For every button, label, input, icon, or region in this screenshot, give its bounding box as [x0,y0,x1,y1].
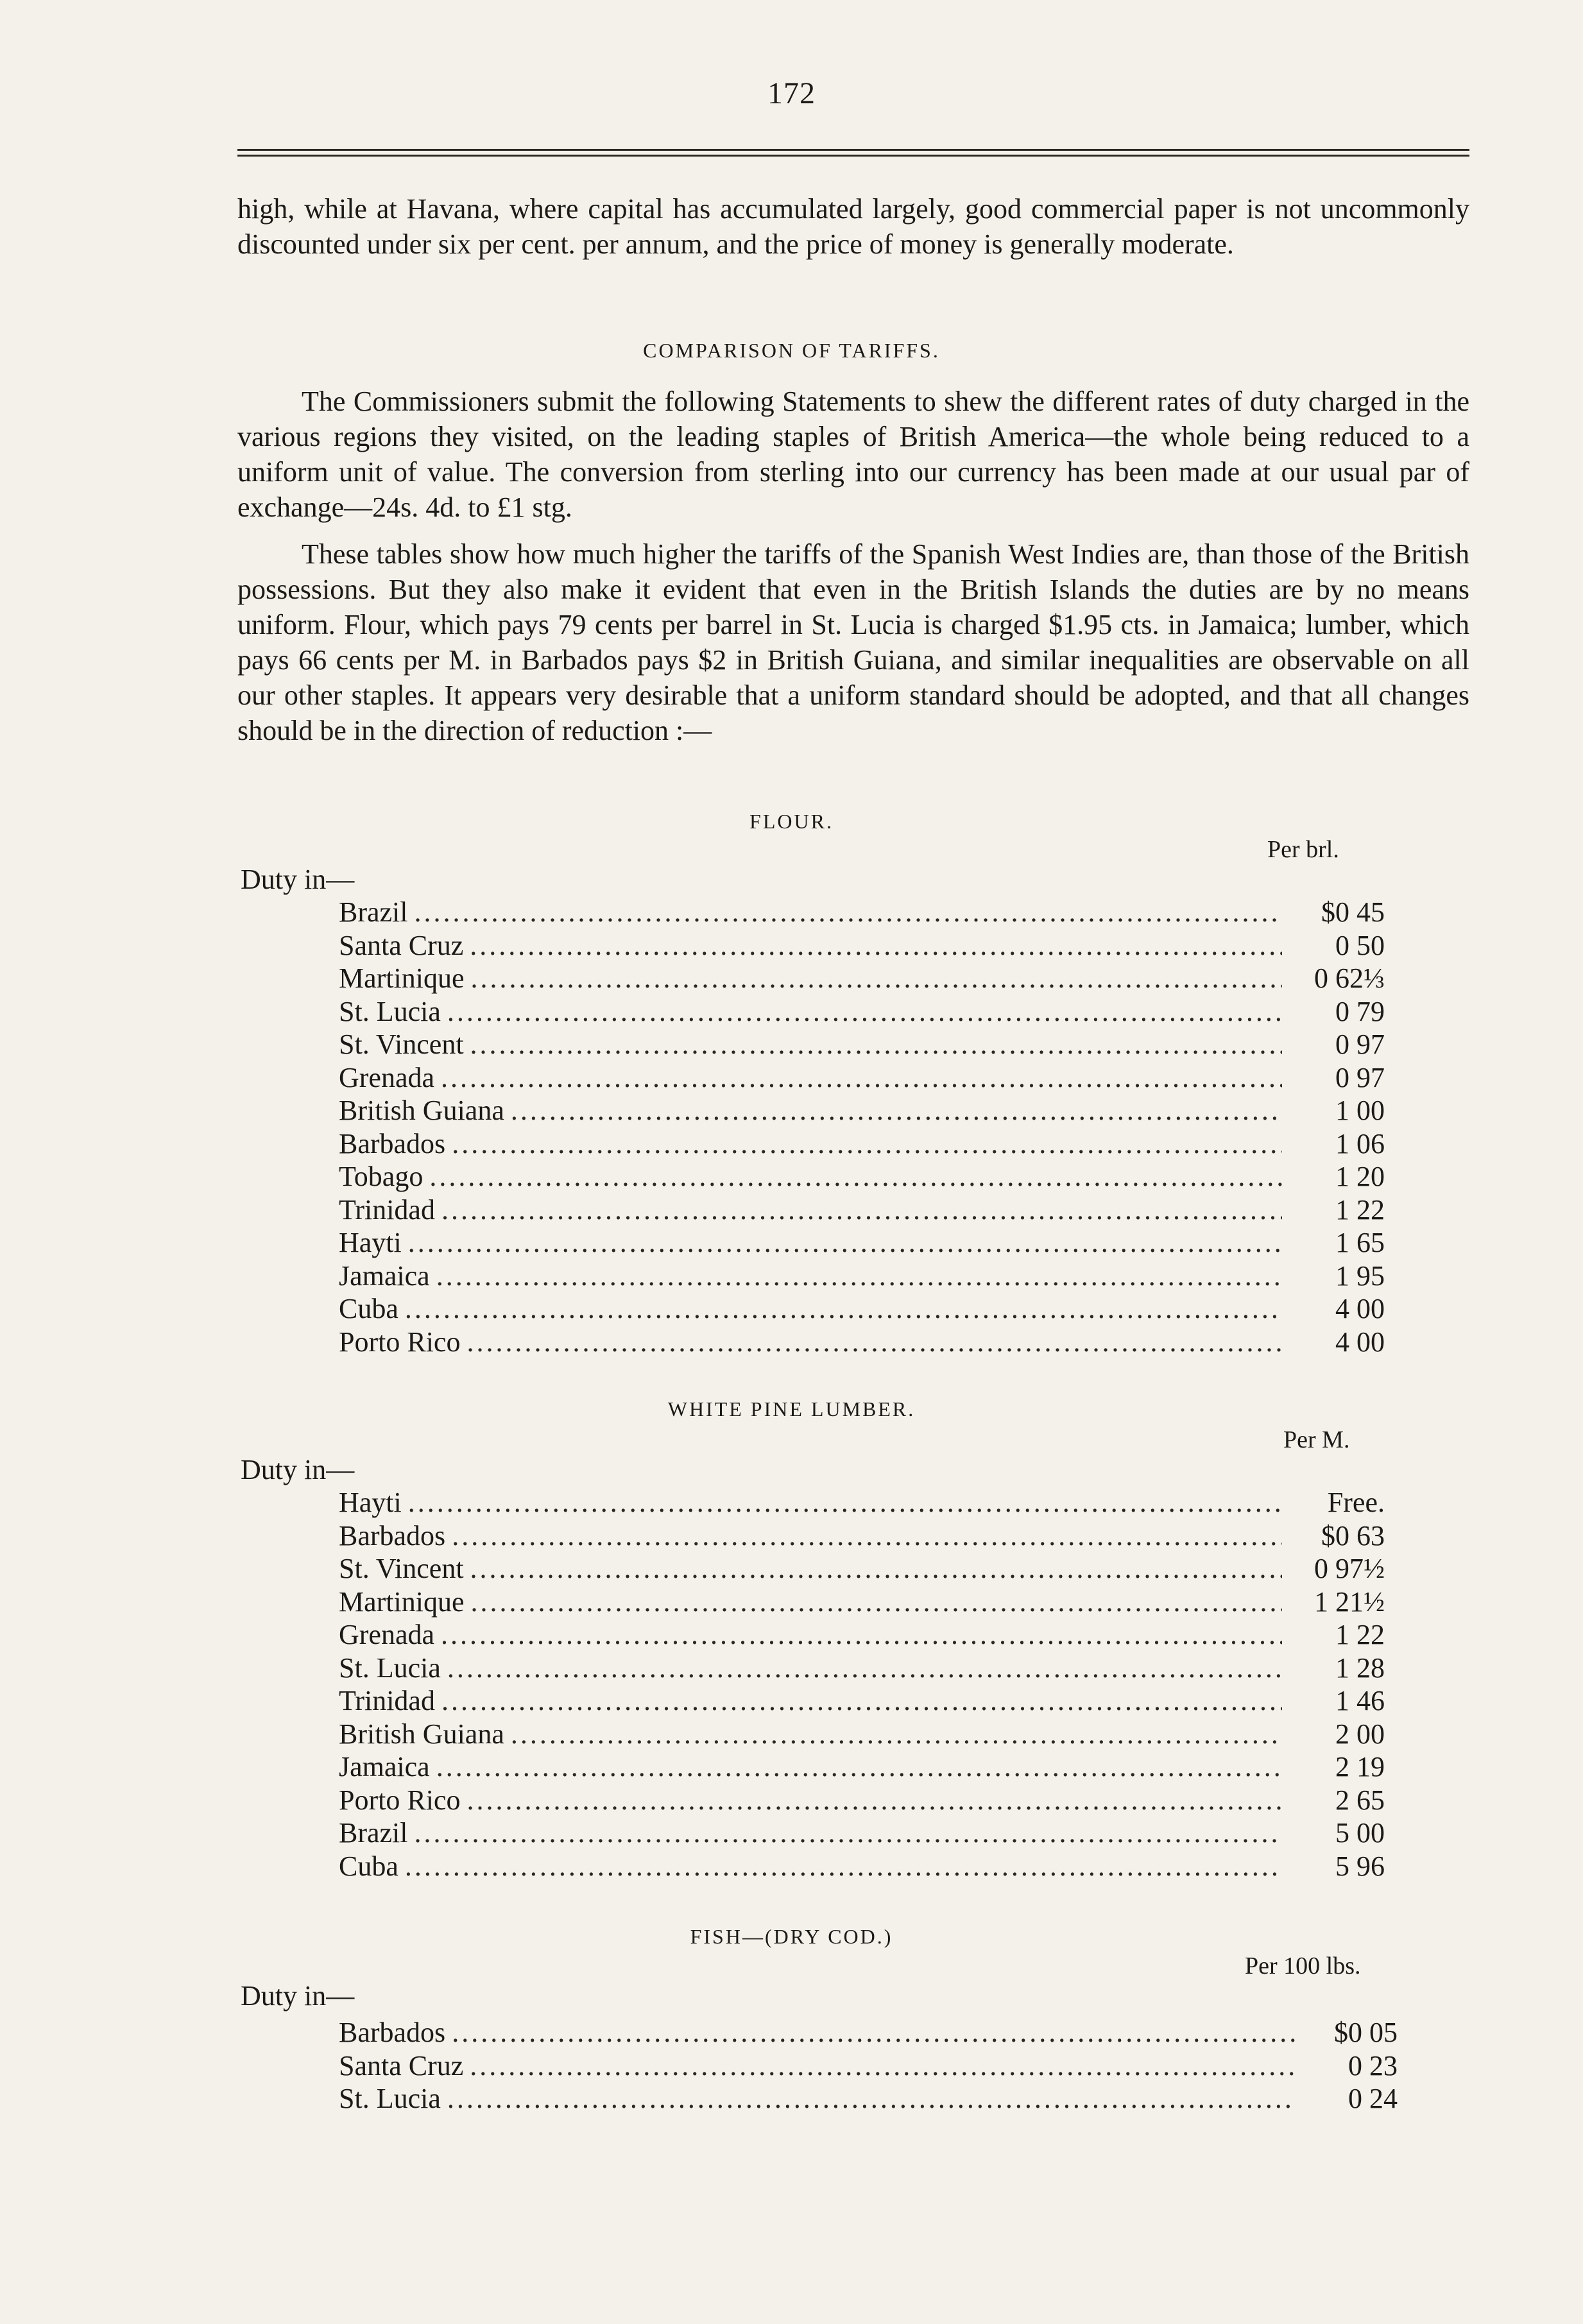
row-value: 0 62⅓ [1314,962,1385,994]
table-row [339,1326,1385,1359]
row-value: 1 95 [1335,1260,1385,1292]
row-value: 0 79 [1335,995,1385,1027]
dot-leader [408,1226,1282,1260]
table-row [339,1618,1385,1652]
dot-leader [436,1260,1282,1293]
row-value: 1 28 [1335,1652,1385,1684]
row-value: 4 00 [1335,1326,1385,1358]
dot-leader [452,2016,1295,2049]
row-value: 1 21½ [1314,1585,1385,1618]
table-row [339,1816,1385,1850]
dot-leader [405,1292,1282,1326]
row-value: 5 00 [1335,1817,1385,1849]
row-name: Santa Cruz [339,929,464,961]
table-row [339,1850,1385,1883]
dot-leader [405,1850,1282,1883]
row-name: Barbados [339,1519,446,1551]
dot-leader [441,1684,1282,1718]
row-value: 0 24 [1348,2083,1398,2114]
fish-title: FISH—(DRY COD.) [690,1925,893,1948]
row-name: Jamaica [339,1751,430,1782]
dot-leader [471,962,1282,995]
table-row [339,1750,1385,1784]
row-value: $0 05 [1334,2017,1398,2048]
header-rule [237,149,1469,160]
row-name: Hayti [339,1227,402,1258]
table-row [339,2016,1398,2049]
row-name: Grenada [339,1619,435,1650]
table-row [339,2049,1398,2083]
table-row [339,2082,1398,2115]
dot-leader [470,1028,1282,1061]
row-value: 4 00 [1335,1293,1385,1324]
row-name: Brazil [339,896,408,928]
flour-title: FLOUR. [749,810,834,833]
dot-leader [408,1486,1282,1519]
row-name: Trinidad [339,1685,435,1716]
row-value: 0 97 [1335,1029,1385,1060]
row-name: Porto Rico [339,1784,461,1816]
row-value: 1 46 [1335,1685,1385,1716]
row-value: 2 19 [1335,1751,1385,1782]
row-value: 1 65 [1335,1227,1385,1258]
table-row [339,896,1385,929]
table-row [339,1160,1385,1193]
table-row [339,995,1385,1029]
dot-leader [452,1127,1282,1161]
row-name: Barbados [339,1127,446,1159]
dot-leader [429,1160,1282,1193]
dot-leader [447,995,1282,1029]
table-row [339,929,1385,962]
paragraph-2: These tables show how much higher the tariffs of the Spanish West Indies are, than those of the British possessions. But they also make it evident that even in the British Islands the duties are by no means uniform. Flour, which pays 79 cents per barrel in St. Lucia is charged $1.95 cts. in Jamaica; lumber, which pays 66 cents per M. in Barbados pays $2 in British Guiana, and similar inequalities are observable on all our other staples. It appears very desirable that a uniform standard should be adopted, and that all changes should be in the direction of reduction :— [237,538,1469,746]
table-row [339,1552,1385,1585]
dot-leader [415,1816,1282,1850]
row-value: 2 65 [1335,1784,1385,1816]
dot-leader [452,1519,1282,1553]
table-row [339,1652,1385,1685]
row-name: Barbados [339,2017,446,2048]
row-name: Cuba [339,1293,398,1324]
row-value: 2 00 [1335,1718,1385,1750]
flour-table [339,896,1385,1358]
row-name: St. Vincent [339,1553,464,1584]
row-name: Jamaica [339,1260,430,1292]
lumber-table [339,1486,1385,1883]
row-value: $0 45 [1321,896,1385,928]
dot-leader [466,1326,1282,1359]
table-row [339,1519,1385,1553]
dot-leader [511,1094,1282,1127]
row-value: 5 96 [1335,1850,1385,1882]
row-name: Tobago [339,1161,424,1192]
table-row [339,1260,1385,1293]
row-name: Cuba [339,1850,398,1882]
page-number: 172 [767,76,816,110]
row-name: St. Lucia [339,995,441,1027]
row-value: 1 00 [1335,1095,1385,1126]
row-name: St. Vincent [339,1029,464,1060]
flour-unit: Per brl. [1267,836,1339,863]
dot-leader [470,2049,1295,2083]
row-value: 1 20 [1335,1161,1385,1192]
dot-leader [511,1718,1282,1751]
table-row [339,1292,1385,1326]
fish-duty-label: Duty in— [241,1980,355,2012]
row-name: Brazil [339,1817,408,1849]
table-row [339,962,1385,995]
row-value: 1 22 [1335,1193,1385,1226]
table-row [339,1718,1385,1751]
row-name: Martinique [339,1585,465,1618]
row-name: Porto Rico [339,1326,461,1358]
row-name: Hayti [339,1487,402,1518]
dot-leader [470,1552,1282,1585]
table-row [339,1028,1385,1061]
dot-leader [466,1784,1282,1817]
row-name: St. Lucia [339,2083,441,2114]
table-row [339,1585,1385,1619]
row-name: Santa Cruz [339,2049,464,2081]
intro-paragraph: high, while at Havana, where capital has accumulated largely, good commercial paper is not uncommonly discounted under six per cent. per annum, and the price of money is generally moderate. [237,193,1469,260]
table-row [339,1094,1385,1127]
dot-leader [447,1652,1282,1685]
section-title: COMPARISON OF TARIFFS. [643,339,940,362]
dot-leader [441,1061,1282,1095]
row-value: 1 22 [1335,1619,1385,1650]
row-name: St. Lucia [339,1652,441,1684]
fish-table [339,2016,1398,2115]
row-name: British Guiana [339,1718,504,1750]
table-row [339,1061,1385,1095]
dot-leader [441,1193,1282,1227]
lumber-duty-label: Duty in— [241,1454,355,1485]
row-name: Grenada [339,1061,435,1093]
dot-leader [436,1750,1282,1784]
dot-leader [471,1585,1282,1619]
lumber-unit: Per M. [1283,1426,1350,1453]
dot-leader [470,929,1282,962]
table-row [339,1193,1385,1227]
table-row [339,1684,1385,1718]
row-value: 0 97½ [1314,1553,1385,1584]
table-row [339,1127,1385,1161]
row-value: $0 63 [1321,1519,1385,1551]
row-value: 0 50 [1335,929,1385,961]
fish-unit: Per 100 lbs. [1245,1952,1361,1979]
dot-leader [441,1618,1282,1652]
row-value: 0 23 [1348,2049,1398,2081]
dot-leader [415,896,1282,929]
row-name: Martinique [339,962,465,994]
paragraph-1: The Commissioners submit the following Statements to shew the different rates of duty charged in the various regions they visited, on the leading staples of British America—the whole being reduced to a uniform unit of value. The conversion from sterling into our currency has been made at our usual par of exchange—24s. 4d. to £1 stg. [237,386,1469,523]
dot-leader [447,2082,1295,2115]
lumber-title: WHITE PINE LUMBER. [667,1397,916,1421]
flour-duty-label: Duty in— [241,864,355,895]
row-name: Trinidad [339,1193,435,1226]
table-row [339,1784,1385,1817]
row-value: 1 06 [1335,1127,1385,1159]
row-value: Free. [1327,1487,1385,1518]
row-value: 0 97 [1335,1061,1385,1093]
row-name: British Guiana [339,1095,504,1126]
table-row [339,1486,1385,1519]
table-row [339,1226,1385,1260]
